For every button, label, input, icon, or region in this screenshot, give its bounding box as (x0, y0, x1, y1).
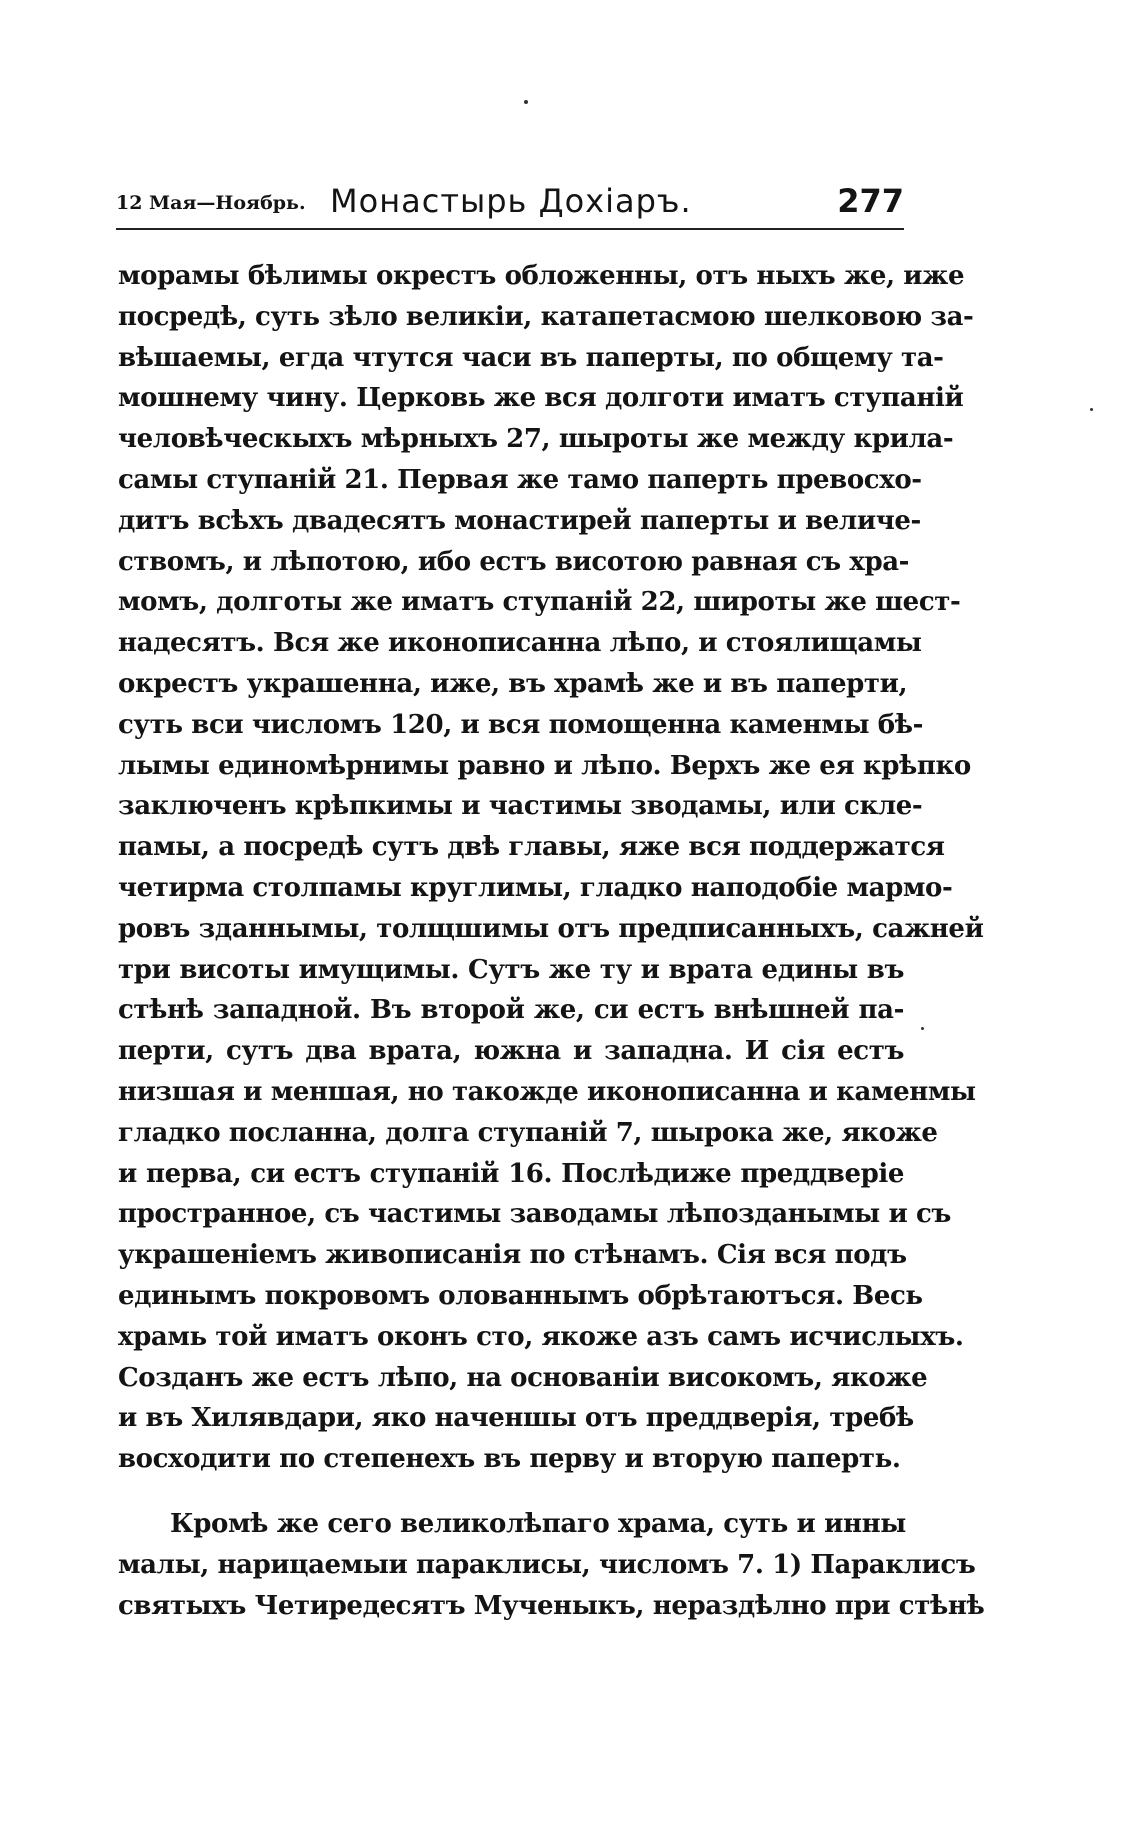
header-title: Монастырь Дохіаръ. (330, 182, 692, 220)
text-line: единымъ покровомъ олованнымъ обрѣтаютъся. Весь (118, 1280, 923, 1311)
text-line: лымы единомѣрнимы равно и лѣпо. Верхъ же ея крѣпко (118, 750, 971, 781)
text-line: суть вси числомъ 120, и вся помощенна каменмы бѣ- (118, 709, 924, 740)
text-line: храмь той иматъ оконъ сто, якоже азъ самъ исчислыхъ. (118, 1321, 964, 1352)
text-line: вѣшаемы, егда чтутся часи въ паперты, по общему та- (118, 342, 944, 373)
text-line: гладко посланна, долга ступаній 7, шырока же, якоже (118, 1117, 938, 1148)
header-rule (116, 228, 904, 230)
text-line: перти, сутъ два врата, южна и западна. И сія естъ (118, 1036, 904, 1067)
text-line: мошнему чину. Церковь же вся долготи иматъ ступаній (118, 383, 964, 414)
text-line: ствомъ, и лѣпотою, ибо естъ висотою равная съ хра- (118, 546, 910, 577)
text-line: окрестъ украшенна, иже, въ храмѣ же и въ паперти, (118, 668, 908, 699)
text-line: святыхъ Четиредесятъ Мученыкъ, нераздѣлно при стѣнѣ (118, 1590, 985, 1621)
text-line: пространное, съ частимы заводамы лѣпозданымы и съ (118, 1199, 951, 1230)
text-line: малы, нарицаемыи параклисы, числомъ 7. 1) Параклисъ (118, 1549, 976, 1580)
text-line: украшеніемъ живописанія по стѣнамъ. Сія вся подъ (118, 1240, 907, 1271)
text-line: посредѣ, суть зѣло великіи, катапетасмою шелковою за- (118, 301, 974, 332)
text-line: памы, а посредѣ сутъ двѣ главы, яже вся поддержатся (118, 832, 945, 863)
text-line: Созданъ же естъ лѣпо, на основаніи високомъ, якоже (118, 1362, 928, 1393)
text-line: четирма столпамы круглимы, гладко наподобіе мармо- (118, 872, 953, 903)
page-number: 277 (837, 182, 904, 220)
header-dates: 12 Мая—Ноябрь. (116, 192, 306, 214)
text-line: и въ Хилявдари, яко наченшы отъ преддверія, требѣ (118, 1403, 914, 1434)
paragraph-1 (118, 256, 984, 1480)
body-text (118, 256, 985, 1626)
text-line: морамы бѣлимы окрестъ обложенны, отъ ныхъ же, иже (118, 261, 965, 291)
text-line: три висоты имущимы. Сутъ же ту и врата едины въ (118, 954, 904, 985)
paragraph-2 (118, 1504, 985, 1626)
text-line: низшая и меншая, но такожде иконописанна и каменмы (118, 1076, 976, 1107)
text-line: заключенъ крѣпкимы и частимы зводамы, или скле- (118, 791, 923, 822)
text-line: человѣческыхъ мѣрныхъ 27, шыроты же между крила- (118, 424, 954, 455)
text-line: момъ, долготы же иматъ ступаній 22, широты же шест- (118, 587, 961, 618)
paragraph-gap (118, 1480, 904, 1504)
text-line: и перва, си естъ ступаній 16. Послѣдиже преддверіе (118, 1158, 904, 1189)
text-line: ровъ зданнымы, толщшимы отъ предписанныхъ, сажней (118, 913, 984, 944)
text-line: самы ступаній 21. Первая же тамо паперть превосхо- (118, 464, 922, 495)
running-header (116, 182, 904, 226)
text-line: надесятъ. Вся же иконописанна лѣпо, и стоялищамы (118, 628, 922, 659)
print-speck (1090, 408, 1093, 411)
text-line: восходити по степенехъ въ перву и вторую паперть. (118, 1444, 901, 1475)
print-speck (524, 100, 528, 104)
text-line: дитъ всѣхъ двадесятъ монастирей паперты и величе- (118, 505, 921, 536)
print-speck (921, 1027, 924, 1030)
text-line: стѣнѣ западной. Въ второй же, си естъ внѣшней па- (118, 995, 904, 1026)
text-line: Кромѣ же сего великолѣпаго храма, суть и инны (170, 1508, 906, 1539)
